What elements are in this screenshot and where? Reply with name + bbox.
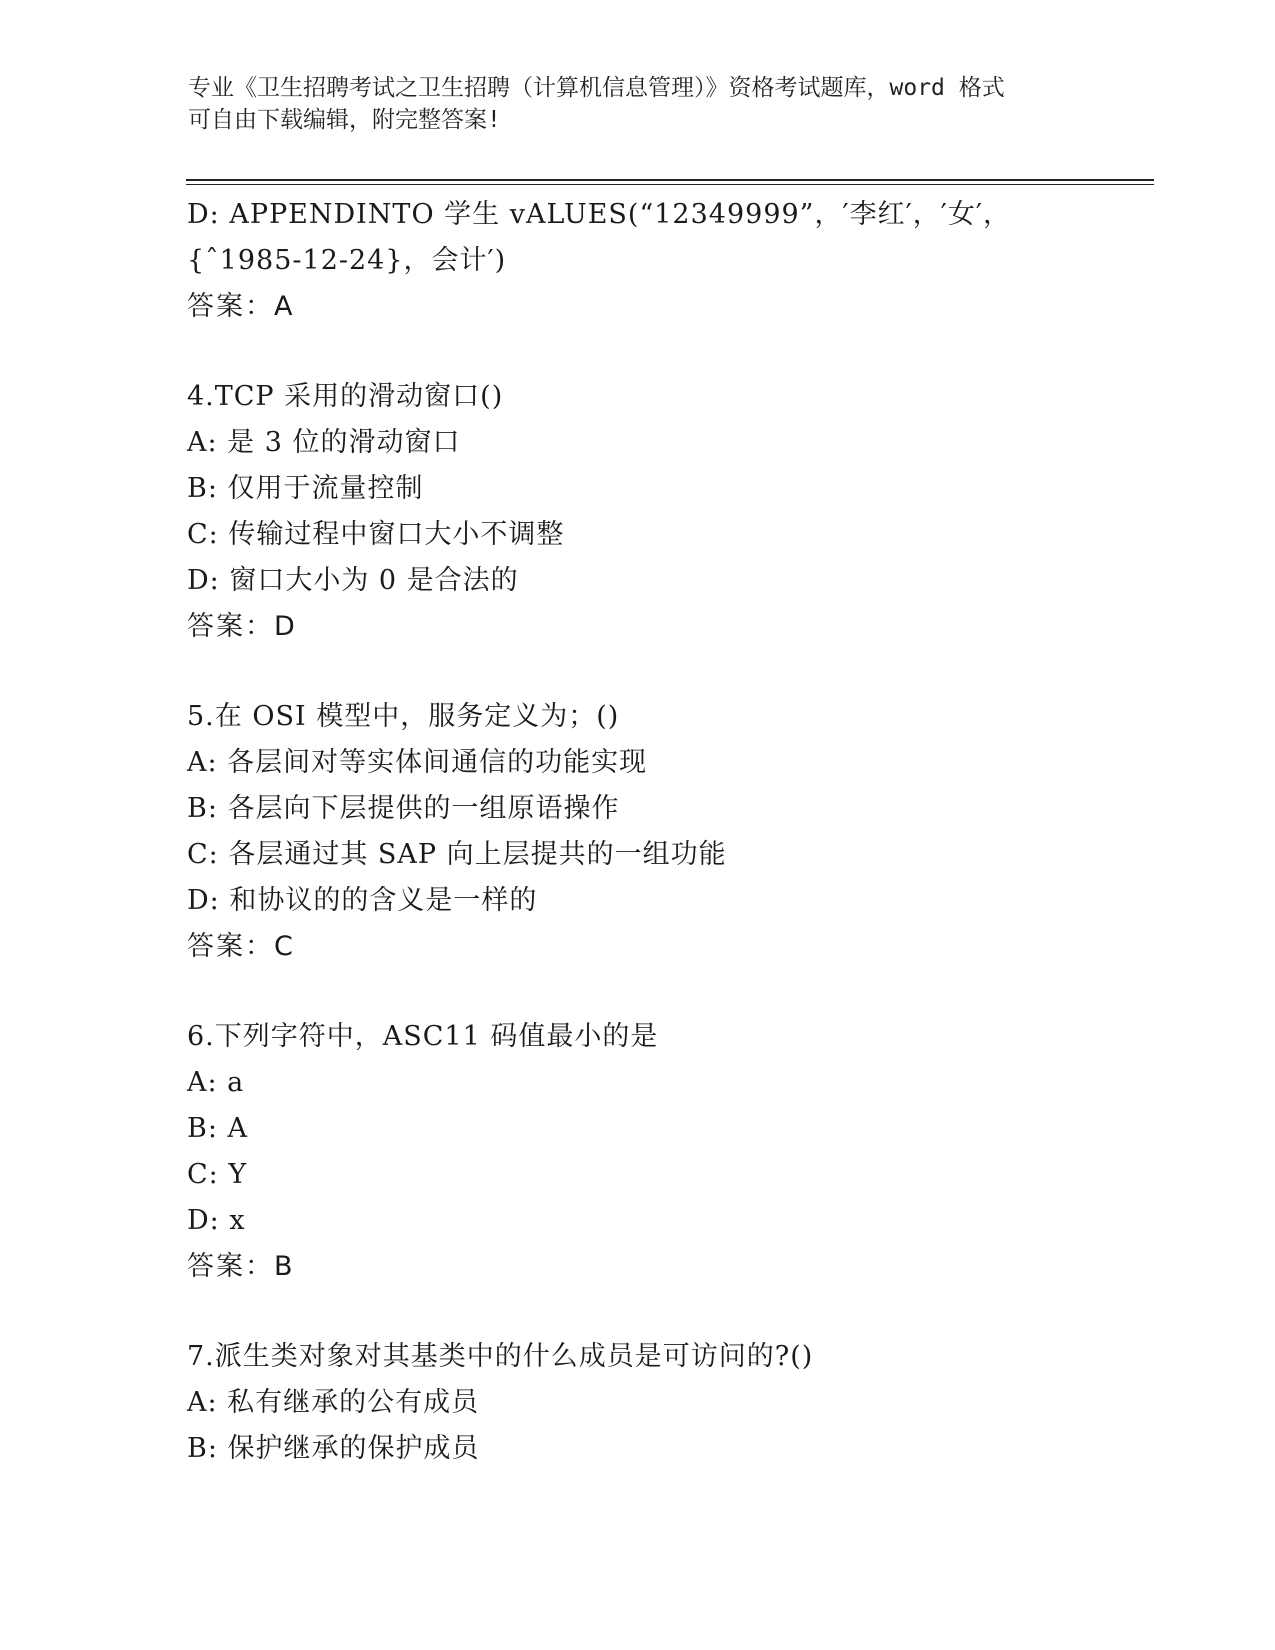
spacer (187, 1290, 1147, 1334)
question-list (187, 192, 1147, 1472)
option-d: D: x (187, 1205, 246, 1236)
option-a: A: 私有继承的公有成员 (187, 1387, 480, 1418)
question-stem: 5.在 OSI 模型中，服务定义为；() (187, 701, 620, 732)
answer-line: 答案：B (187, 1251, 295, 1282)
document-header (188, 72, 1088, 136)
option-a: A: 各层间对等实体间通信的功能实现 (187, 747, 648, 778)
option-c: C: Y (187, 1159, 248, 1190)
option-b: B: A (187, 1113, 249, 1144)
option-d-line-1: D: APPENDINTO 学生 vALUES(“12349999”，′李红′，′女′， (187, 199, 1011, 230)
question-4 (187, 374, 1147, 650)
option-c: C: 传输过程中窗口大小不调整 (187, 519, 565, 550)
spacer (187, 650, 1147, 694)
option-c: C: 各层通过其 SAP 向上层提共的一组功能 (187, 839, 727, 870)
option-b: B: 各层向下层提供的一组原语操作 (187, 793, 620, 824)
question-stem: 6.下列字符中，ASC11 码值最小的是 (187, 1021, 659, 1052)
option-a: A: 是 3 位的滑动窗口 (187, 427, 461, 458)
option-d: D: 窗口大小为 0 是合法的 (187, 565, 519, 596)
header-divider-thin (186, 184, 1154, 185)
question-stem: 4.TCP 采用的滑动窗口() (187, 381, 504, 412)
header-divider-thick (186, 179, 1154, 181)
question-6 (187, 1014, 1147, 1290)
question-5 (187, 694, 1147, 970)
spacer (187, 970, 1147, 1014)
option-d-line-2: {ˆ1985-12-24}，会计′) (187, 245, 507, 276)
answer-line: 答案：C (187, 931, 295, 962)
option-a: A: a (187, 1067, 245, 1098)
header-line-1: 专业《卫生招聘考试之卫生招聘（计算机信息管理）》资格考试题库，word 格式 (188, 75, 1005, 101)
header-line-2: 可自由下载编辑，附完整答案! (188, 107, 501, 133)
question-stem: 7.派生类对象对其基类中的什么成员是可访问的?() (187, 1341, 814, 1372)
answer-line: 答案：A (187, 291, 295, 322)
carryover-block (187, 192, 1147, 330)
option-d: D: 和协议的的含义是一样的 (187, 885, 538, 916)
option-b: B: 仅用于流量控制 (187, 473, 424, 504)
answer-line: 答案：D (187, 611, 297, 642)
spacer (187, 330, 1147, 374)
option-b: B: 保护继承的保护成员 (187, 1433, 480, 1464)
question-7 (187, 1334, 1147, 1472)
